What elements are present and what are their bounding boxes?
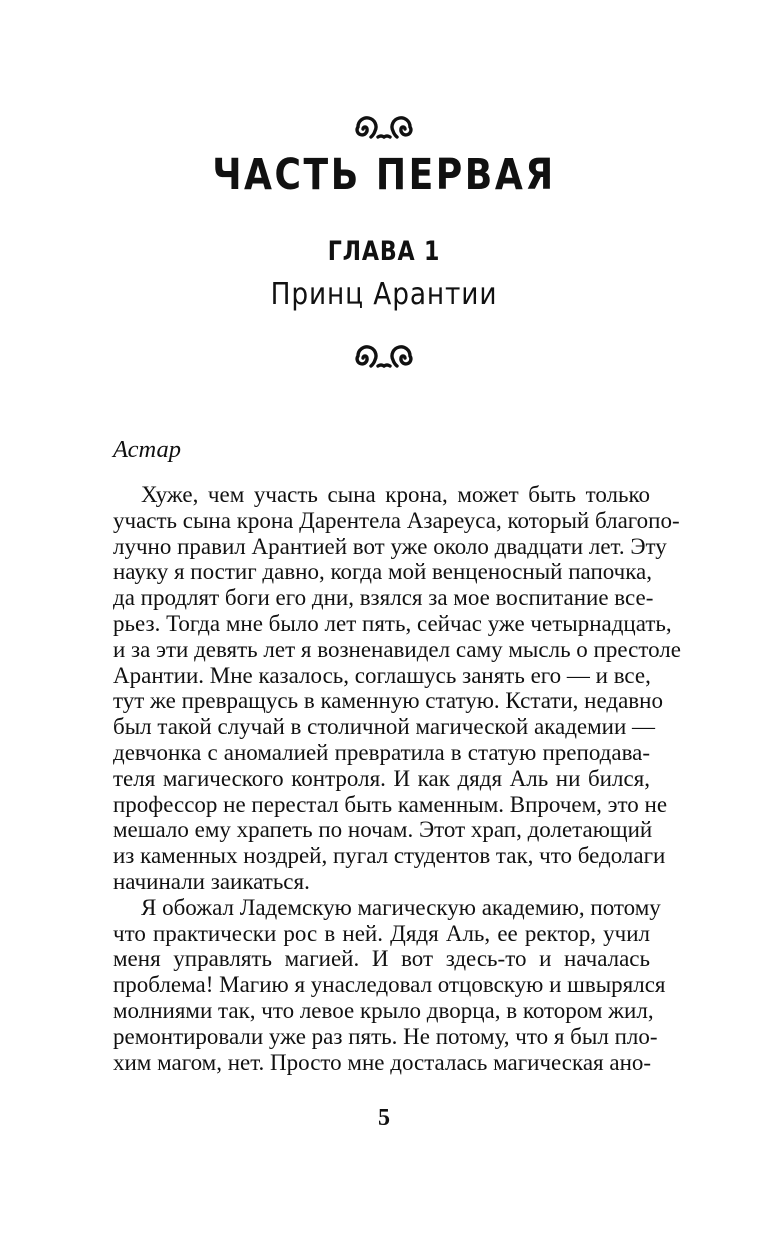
text-line: проблема! Магию я унаследовал отцовскую и швырялся — [113, 972, 666, 998]
text-line: был такой случай в столичной магической академии — — [113, 714, 656, 740]
chapter-number: ГЛАВА 1 — [327, 236, 441, 267]
text-line: хим магом, нет. Просто мне досталась магическая ано- — [113, 1049, 652, 1075]
text-line: девчонка с аномалией превратила в статую преподава- — [113, 739, 650, 765]
text-line: Я обожал Ладемскую магическую академию, потому — [141, 894, 661, 920]
swirl-ornament-icon — [345, 107, 423, 147]
text-line: мешало ему храпеть по ночам. Этот храп, долетающий — [113, 817, 653, 843]
page-number: 5 — [378, 1105, 390, 1131]
text-line: лучно правил Арантией вот уже около двадцати лет. Эту — [113, 533, 667, 559]
text-line: начинали заикаться. — [113, 868, 310, 894]
text-line: участь сына крона Дарентела Азареуса, который благопо- — [113, 507, 680, 533]
text-line: Арантии. Мне казалось, соглашусь занять его — и все, — [113, 662, 651, 688]
text-line: меня управлять магией. И вот здесь-то и началась — [113, 946, 650, 972]
text-line: из каменных ноздрей, пугал студентов так, что бедолаги — [113, 843, 666, 869]
ornament-top — [0, 104, 768, 150]
chapter-body-text — [113, 482, 681, 1075]
text-line: что практически рос в ней. Дядя Аль, ее ректор, учил — [113, 920, 650, 946]
text-line: Хуже, чем участь сына крона, может быть только — [141, 482, 650, 507]
text-line: рьез. Тогда мне было лет пять, сейчас уже четырнадцать, — [113, 610, 672, 636]
ornament-bottom — [0, 333, 768, 379]
text-line: теля магического контроля. И как дядя Аль ни бился, — [113, 765, 650, 791]
text-line: ремонтировали уже раз пять. Не потому, что я был пло- — [113, 1023, 658, 1049]
chapter-title: Принц Арантии — [270, 277, 498, 312]
part-title: ЧАСТЬ ПЕРВАЯ — [212, 150, 556, 200]
text-line: и за эти девять лет я возненавидел саму мысль о престоле — [113, 636, 681, 662]
text-line: молниями так, что левое крыло дворца, в котором жил, — [113, 997, 654, 1023]
text-line: профессор не перестал быть каменным. Впрочем, это не — [113, 791, 668, 817]
text-line: тут же превращусь в каменную статую. Кстати, недавно — [113, 688, 663, 714]
swirl-ornament-icon — [345, 336, 423, 376]
text-line: да продлят боги его дни, взялся за мое воспитание все- — [113, 585, 654, 611]
text-line: науку я постиг давно, когда мой венценосный папочка, — [113, 559, 653, 585]
pov-character-name: Астар — [113, 436, 181, 463]
